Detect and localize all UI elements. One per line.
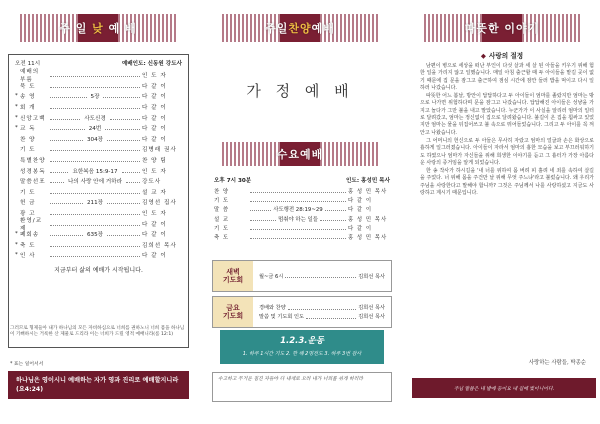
family-worship-title: 가 정 예 배 <box>246 82 354 100</box>
story-paragraph: 그 어머니의 헌신으로 두 아들은 무사히 자랐고 엄마의 얼굴과 손은 화상으로 흉하게 일그러졌습니다. 아이들이 자라서 엄마의 흉한 모습을 보고 부끄러워하기도 하였으나 엄마가 자신들을 위해 희생한 이야기를 듣고 그 흉터가 가장 아름다운 사랑의 증거임을 알게 되었습니다. <box>420 137 594 166</box>
order-item: 축 도 <box>20 242 36 249</box>
sunday-service-banner <box>18 14 178 42</box>
order-leader: 다 같 이 <box>142 115 167 122</box>
sunday-order-row <box>15 250 182 261</box>
order-leader: 인 도 자 <box>142 168 167 175</box>
order-item: 환영/교제 <box>20 217 43 232</box>
sunday-order-row <box>15 217 182 232</box>
order-detail: 304장 <box>86 136 104 143</box>
sunday-header <box>15 59 182 67</box>
order-leader: 다 같 이 <box>142 221 167 228</box>
friday-prayer-lines <box>253 303 391 321</box>
sunday-order-row <box>15 112 182 123</box>
order-item: 설 교 <box>214 216 230 223</box>
sunday-banner-title: 주 일 낮 예 배 <box>59 22 137 35</box>
sunday-order-row <box>15 187 182 198</box>
sunday-order-row <box>15 197 182 208</box>
wednesday-leader: 인도: 홍성민 목사 <box>346 178 390 184</box>
order-item: 기 도 <box>20 147 36 154</box>
story-paragraph: 한 송 작사가 하시길을 '내 너를 위하여 몸 버려 피 흘려 네 죄를 속하여 살길을 주었다. 너 위해 몸을 주건만 날 위해 무엇 주느냐'라고 불렀습니다. 왜 우리가 주님을 사랑한다고 말해야 합니까? 그것은 주님께서 나를 사랑하셨고 지금도 사랑하고 계시기 때문입니다. <box>420 168 594 197</box>
order-star: * <box>15 241 18 248</box>
movement-box <box>220 330 384 364</box>
sunday-order-row <box>15 229 182 240</box>
order-item: 찬 양 <box>214 188 230 195</box>
order-item: 말 씀 <box>214 207 230 214</box>
order-item: 특별찬양 <box>20 158 46 165</box>
order-item: 기 도 <box>20 189 36 196</box>
sunday-leader: 예배인도: 신동원 강도사 <box>121 61 182 67</box>
order-star: * <box>15 114 18 121</box>
order-leader: 찬 양 팀 <box>142 158 167 165</box>
order-leader: 인 도 자 <box>142 211 167 218</box>
order-detail: 5장 <box>90 94 100 101</box>
wednesday-order-row <box>214 214 390 223</box>
story-title: ◆ 사랑의 절정 <box>480 52 524 60</box>
order-item: 회 개 <box>20 105 36 112</box>
movement-items: 1. 하루 1시간 기도 2. 한 해 2명전도 3. 하루 3번 감사 <box>242 351 362 357</box>
dawn-prayer-box <box>212 260 392 292</box>
middle-column <box>200 0 400 424</box>
wednesday-order-row <box>214 186 390 195</box>
order-detail: 멈춰야 하는 일들 <box>278 216 318 223</box>
dawn-prayer-lines <box>253 272 391 281</box>
sunday-order-row <box>15 81 182 92</box>
friday-prayer-box <box>212 296 392 328</box>
prayer-detail: 경배와 찬양 <box>259 305 286 311</box>
wednesday-service-banner <box>220 142 380 166</box>
order-leader: 다 같 이 <box>348 197 373 204</box>
order-leader: 홍 성 민 목사 <box>348 188 388 195</box>
sunday-order-row <box>15 123 182 134</box>
sunday-footer: 지금부터 삶의 예배가 시작됩니다. <box>54 266 143 274</box>
sunday-order-row <box>15 134 182 145</box>
story-signature: 사랑하는 사람들, 박종순 <box>528 360 586 366</box>
order-leader: 설 교 자 <box>142 189 167 196</box>
order-detail: 사도신경 <box>84 115 106 122</box>
order-leader: 김희선 목사 <box>142 242 177 249</box>
sunday-column <box>0 0 196 424</box>
prayer-leader: 김희선 목사 <box>358 314 385 320</box>
memo-box: 수고하고 무거운 짐진 자들아 다 내게로 오라 내가 너희를 쉬게 하리라 <box>212 372 392 402</box>
wednesday-order-row <box>214 195 390 204</box>
story-footer-bar: 주님 말씀은 내 발에 등이요 내 길에 빛이니이다. <box>412 378 596 398</box>
sunday-order-row <box>15 102 182 113</box>
order-star: * <box>15 93 18 100</box>
prayer-detail: 월~금 6시 <box>259 273 284 280</box>
order-detail: 나의 사랑 안에 거하라 <box>68 179 122 186</box>
order-star: * <box>15 125 18 132</box>
order-leader: 다 같 이 <box>142 126 167 133</box>
story-column <box>404 0 600 424</box>
prayer-line <box>259 272 385 281</box>
story-banner <box>422 14 582 42</box>
sunday-order-row <box>15 91 182 102</box>
order-item: 기 도 <box>214 225 230 232</box>
sunday-order-row <box>15 155 182 166</box>
order-leader: 김병래 권사 <box>142 147 177 154</box>
order-item: 폐회송 <box>20 232 40 239</box>
prayer-leader: 김희선 목사 <box>358 273 385 280</box>
order-item: 교 독 <box>20 126 36 133</box>
diamond-icon: ◆ <box>480 52 486 60</box>
sunday-order-row <box>15 176 182 187</box>
order-item: 인 사 <box>20 253 36 260</box>
order-leader: 다 같 이 <box>142 253 167 260</box>
order-detail: 24번 <box>88 126 102 133</box>
wednesday-order-row <box>214 205 390 214</box>
order-leader: 다 같 이 <box>142 94 167 101</box>
order-item: 성경봉독 <box>20 168 46 175</box>
sunday-order-box <box>8 54 189 348</box>
order-leader: 강도사 <box>142 179 162 186</box>
story-paragraph: 따뜻한 어느 봄날, 방안이 답답하다고 두 아이들이 엄마를 졸랐지만 엄마는 밖으로 나가면 위험하다며 문을 잠그고 나갔습니다. 답답해진 아이들은 성냥을 가지고 놀다가 그만 불을 내고 말았습니다. 누군가가 이 사실을 알리러 엄마의 일터로 달려갔고, 엄마는 정신없이 집으로 달려왔습니다. 불길이 온 집을 휩싸고 있었지만 엄마는 물을 뒤집어쓰고 불 속으로 뛰어들었습니다. 그리고 두 아이를 꼭 껴안고 나왔습니다. <box>420 93 594 136</box>
order-leader: 다 같 이 <box>142 83 167 90</box>
wednesday-banner-title: 수요예배 <box>276 148 324 161</box>
sunday-order-list <box>15 70 182 261</box>
sunday-order-row <box>15 144 182 155</box>
order-star: * <box>15 252 18 259</box>
order-leader: 홍 성 민 목사 <box>348 216 388 223</box>
order-leader: 다 같 이 <box>348 207 373 214</box>
order-item: 신앙고백 <box>20 115 46 122</box>
order-leader: 홍 성 민 목사 <box>348 235 388 242</box>
wednesday-header <box>214 176 390 184</box>
wednesday-order-row <box>214 232 390 241</box>
wednesday-order-row <box>214 223 390 232</box>
sunday-order-row <box>15 69 182 84</box>
order-item: 예배의 부름 <box>20 69 40 84</box>
story-banner-title: 따뜻한 이야기 <box>464 22 540 35</box>
order-item: 축 도 <box>214 235 230 242</box>
order-item: 기 도 <box>214 197 230 204</box>
order-item: 송 영 <box>20 94 36 101</box>
order-star: * <box>15 104 18 111</box>
order-item: 헌 금 <box>20 200 36 207</box>
sunday-order-row <box>15 240 182 251</box>
order-item: 광 고 <box>20 211 36 218</box>
story-body <box>420 63 594 198</box>
prayer-line <box>259 312 385 321</box>
wednesday-order-list <box>214 186 390 242</box>
movement-title: 1.2.3.운동 <box>280 336 324 346</box>
dawn-prayer-tag: 새벽 기도회 <box>213 261 253 291</box>
prayer-leader: 김희선 목사 <box>358 305 385 311</box>
prayer-detail: 말씀 및 기도회 인도 <box>259 314 305 320</box>
praise-service-banner <box>220 14 380 42</box>
order-leader: 다 같 이 <box>142 232 167 239</box>
wednesday-time: 오후 7시 30분 <box>214 178 252 184</box>
order-detail: 사도행전 28:19~29 <box>273 207 323 214</box>
sunday-verse: 그러므로 형제들아 내가 하나님의 모든 자비하심으로 너희를 권하노니 너희 몸을 하나님이 기뻐하시는 거룩한 산 제물로 드리라 이는 너희가 드릴 영적 예배니라(롬 12:1) <box>10 326 185 337</box>
order-leader: 다 같 이 <box>348 225 373 232</box>
order-item: 말씀선포 <box>20 179 46 186</box>
standing-note: * 표는 일어서서 <box>10 362 44 367</box>
order-leader: 다 같 이 <box>142 136 167 143</box>
praise-banner-title: 주일찬양예배 <box>265 22 335 35</box>
bottom-verse-bar: 하나님은 영이시니 예배하는 자가 영과 진리로 예배할지니라 (요4:24) <box>8 371 189 399</box>
order-detail: 635장 <box>86 232 104 239</box>
order-leader: 김영선 집사 <box>142 200 177 207</box>
sunday-time: 오전 11시 <box>15 61 41 67</box>
sunday-order-row <box>15 165 182 176</box>
order-star: * <box>15 231 18 238</box>
prayer-line <box>259 303 385 312</box>
order-item: 찬 양 <box>20 136 36 143</box>
story-paragraph: 남편이 병으로 세상을 떠난 부인이 다섯 살과 세 살 된 아들을 키우기 위해 험한 일을 가리지 않고 일했습니다. 매일 아침 출근할 때 두 아이들을 맡길 곳이 없기 때문에 집 문을 잠그고 출근하여 점심 시간에 잠깐 들러 밥을 먹이고 다시 일하러 나갔습니다. <box>420 63 594 91</box>
order-item: 묵 도 <box>20 83 36 90</box>
order-leader: 다 같 이 <box>142 105 167 112</box>
order-detail: 211장 <box>86 200 104 207</box>
order-detail: 요한복음 15:9-17 <box>72 168 118 175</box>
order-leader: 인 도 자 <box>142 73 167 80</box>
friday-prayer-tag: 금요 기도회 <box>213 297 253 327</box>
